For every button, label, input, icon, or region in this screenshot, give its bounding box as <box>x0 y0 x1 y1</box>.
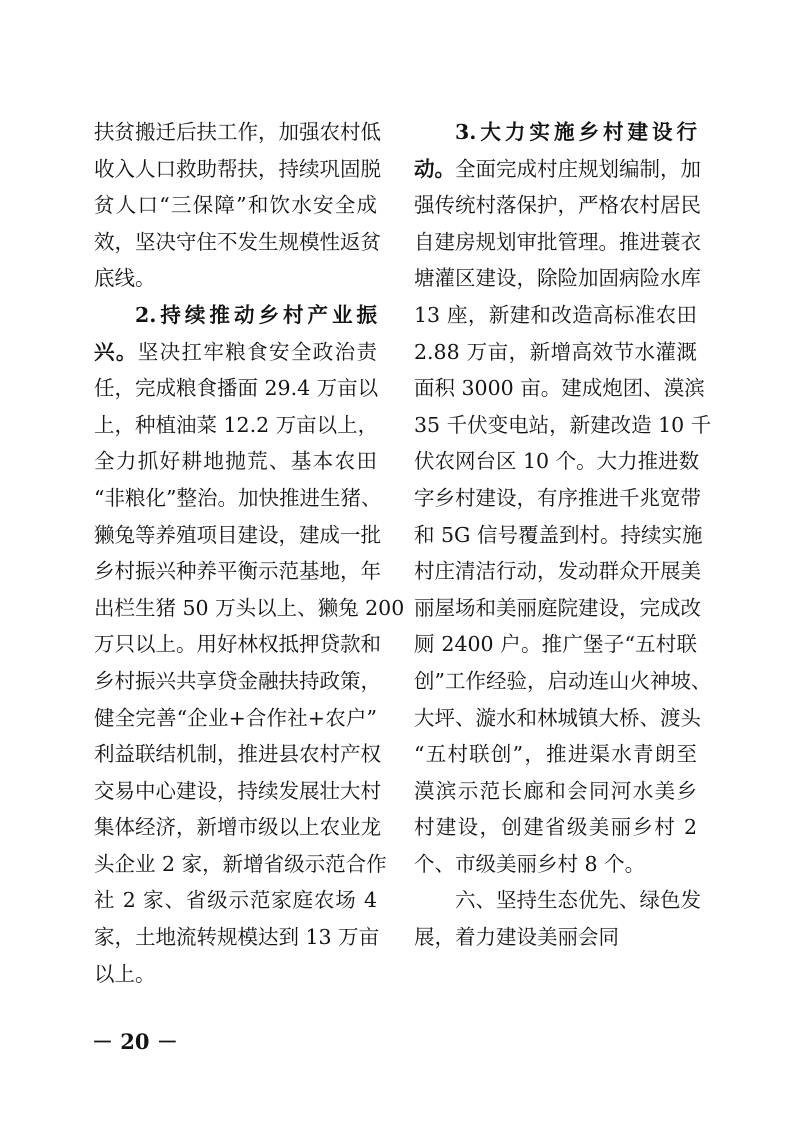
paragraph-industry-revitalization <box>94 297 405 992</box>
section-heading-line: 展，着力建设美丽会同 <box>414 925 619 950</box>
section-heading-ecology <box>414 882 701 955</box>
left-column <box>94 114 405 992</box>
text-line: 健全完善“企业+合作社+农户” <box>94 705 377 730</box>
text-line: “非粮化”整治。加快推进生猪、 <box>94 485 382 510</box>
text-line: 扶贫搬迁后扶工作，加强农村低 <box>94 120 381 144</box>
text-line: 以上。 <box>94 961 156 986</box>
subheading-industry-tail: 兴。 <box>94 339 138 364</box>
text-line: 塘灌区建设，除险加固病险水库 <box>414 266 701 291</box>
text-line: 35 千伏变电站，新建改造 10 千 <box>414 412 712 437</box>
text-line: 2.88 万亩，新增高效节水灌溉 <box>414 339 697 364</box>
text-line: 头企业 2 家，新增省级示范合作 <box>94 851 387 876</box>
text-line: 创”工作经验，启动连山火神坡、 <box>414 668 712 693</box>
text-line: 效，坚决守住不发生规模性返贫 <box>94 229 381 254</box>
text-segment: 坚决扛牢粮食安全政治责 <box>137 339 377 364</box>
text-line: 和 5G 信号覆盖到村。持续实施 <box>414 522 703 547</box>
text-line: 交易中心建设，持续发展壮大村 <box>94 778 381 803</box>
text-segment: 全面完成村庄规划编制，加 <box>455 156 701 181</box>
text-line: 自建房规划审批管理。推进蓑衣 <box>414 229 701 254</box>
text-line: 底线。 <box>94 266 156 291</box>
text-line: 13 座，新建和改造高标准农田 <box>414 302 697 327</box>
text-line: 全力抓好耕地抛荒、基本农田 <box>94 449 377 474</box>
paragraph-poverty-relief <box>94 114 381 297</box>
text-line: 利益联结机制，推进县农村产权 <box>94 742 381 767</box>
text-line <box>94 334 377 371</box>
subheading-industry: 2.持续推动乡村产业振 <box>135 302 377 327</box>
text-line: “五村联创”，推进渠水青朗至 <box>414 742 697 767</box>
text-line: 丽屋场和美丽庭院建设，完成改 <box>414 595 701 620</box>
text-line: 字乡村建设，有序推进千兆宽带 <box>414 485 701 510</box>
text-line: 家，土地流转规模达到 13 万亩 <box>94 925 380 950</box>
subheading-village-construction: 3.大力实施乡村建设行 <box>455 120 697 144</box>
text-line: 任，完成粮食播面 29.4 万亩以 <box>94 376 379 401</box>
text-line: 集体经济，新增市级以上农业龙 <box>94 815 381 840</box>
right-column <box>414 114 712 956</box>
text-line: 面积 3000 亩。建成炮团、漠滨 <box>414 376 705 401</box>
text-line: 乡村振兴种养平衡示范基地，年 <box>94 559 381 584</box>
text-line: 漠滨示范长廊和会同河水美乡 <box>414 778 697 803</box>
text-line: 社 2 家、省级示范家庭农场 4 <box>94 888 377 913</box>
text-line <box>414 151 701 188</box>
text-line: 万只以上。用好林权抵押贷款和 <box>94 632 381 657</box>
subheading-village-construction-tail: 动。 <box>414 156 455 181</box>
text-line: 厕 2400 户。推广堡子“五村联 <box>414 632 697 657</box>
text-line: 村庄清洁行动，发动群众开展美 <box>414 559 701 584</box>
text-line: 收入人口救助帮扶，持续巩固脱 <box>94 156 381 181</box>
text-line: 村建设，创建省级美丽乡村 2 <box>414 815 697 840</box>
text-line: 上，种植油菜 12.2 万亩以上， <box>94 412 379 437</box>
page-number: － 20 － <box>92 1029 178 1054</box>
text-line: 獭兔等养殖项目建设，建成一批 <box>94 522 381 547</box>
section-heading-line: 六、坚持生态优先、绿色发 <box>455 888 701 913</box>
text-line: 个、市级美丽乡村 8 个。 <box>414 851 646 876</box>
text-line: 伏农网台区 10 个。大力推进数 <box>414 449 700 474</box>
paragraph-village-construction <box>414 114 712 882</box>
text-line: 乡村振兴共享贷金融扶持政策， <box>94 668 381 693</box>
text-line: 大坪、漩水和林城镇大桥、渡头 <box>414 705 701 730</box>
text-line: 出栏生猪 50 万头以上、獭兔 200 <box>94 595 405 620</box>
text-line: 强传统村落保护，严格农村居民 <box>414 193 701 218</box>
text-line: 贫人口“三保障”和饮水安全成 <box>94 193 377 218</box>
